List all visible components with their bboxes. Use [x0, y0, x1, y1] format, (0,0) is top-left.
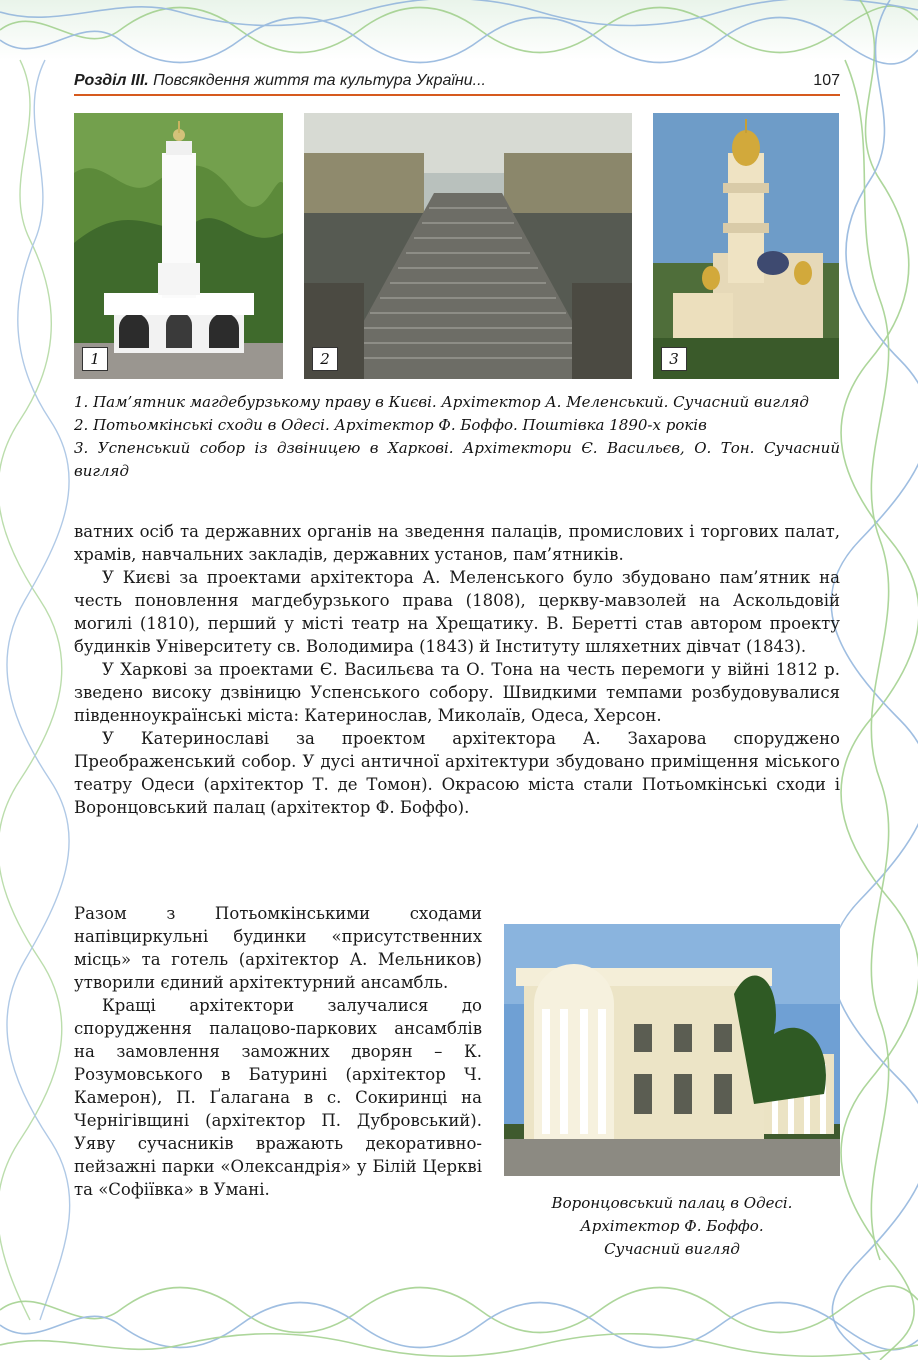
paragraph-kyiv: У Києві за проектами архітектора А. Меленського було збудовано пам’ятник на честь поновлення магдебурзького права (1808), церкву-мавзолей на Аскольдовій могилі (1810), перший у місті театр на Хрещатику. В. Беретті став автором проекту будинків Університету св. Володимира (1843) й Інституту шляхетних дівчат (1843).: [74, 568, 840, 656]
photo-vorontsov-palace: [504, 924, 840, 1176]
running-title: [74, 72, 486, 90]
page-header: [74, 70, 840, 96]
figure-number-badge: 2: [312, 347, 338, 371]
section-label: Розділ ІІІ.: [74, 72, 149, 89]
caption-2: 2. Потьомкінські сходи в Одесі. Архітектор Ф. Боффо. Поштівка 1890-х років: [74, 416, 707, 434]
page-number: 107: [813, 72, 840, 89]
palace-illustration: [504, 924, 840, 1176]
palace-caption-line-3: Сучасний вигляд: [604, 1240, 740, 1258]
figure-number-badge: 1: [82, 347, 108, 371]
left-column-text: [74, 902, 482, 1201]
stairs-illustration: [304, 113, 632, 379]
photo-magdeburg-monument: [74, 113, 283, 379]
photo-potemkin-stairs: [304, 113, 632, 379]
paragraph-ensemble: Разом з Потьомкінськими сходами напівциркульні будинки «присутственних місць» та готель (архітектор А. Мельников) утворили єдиний архітектурний ансамбль.: [74, 904, 482, 992]
monument-illustration: [74, 113, 283, 379]
figure-captions: [74, 391, 840, 483]
paragraph-katerynoslav: У Катеринославі за проектом архітектора А. Захарова споруджено Преображенський собор. У дусі античної архітектури збудовано приміщення міського театру Одеси (архітектор Т. де Томон). Окрасою міста стали Потьомкінські сходи і Воронцовський палац (архітектор Ф. Боффо).: [74, 729, 840, 817]
caption-3: 3. Успенський собор із дзвіницею в Харкові. Архітектори Є. Васильєв, О. Тон. Сучасний вигляд: [74, 439, 840, 480]
paragraph-kharkiv: У Харкові за проектами Є. Васильєва та О. Тона на честь перемоги у війні 1812 р. зведено високу дзвіницю Успенського собору. Швидкими темпами розбудовувалися південноукраїнські міста: Катеринослав, Миколаїв, Одеса, Херсон.: [74, 660, 840, 725]
main-text: [74, 520, 840, 819]
chapter-title: Повсякдення життя та культура України...: [153, 72, 486, 89]
paragraph-palaces: Кращі архітектори залучалися до спорудження палацово-паркових ансамблів на замовлення заможних дворян – К. Розумовського в Батурині (архітектор Ч. Камерон), П. Ґалагана в с. Сокиринці на Чернігівщині (архітектор П. Дубровський). Уяву сучасників вражають декоративно-пейзажні парки «Олександрія» у Білій Церкві та «Софіївка» в Умані.: [74, 996, 482, 1199]
cathedral-illustration: [653, 113, 839, 379]
paragraph-continued: ватних осіб та державних органів на зведення палаців, промислових і торгових палат, храмів, навчальних закладів, державних установ, пам’ятників.: [74, 522, 840, 564]
palace-caption-line-2: Архітектор Ф. Боффо.: [580, 1217, 764, 1235]
figure-number-badge: 3: [661, 347, 687, 371]
palace-caption-line-1: Воронцовський палац в Одесі.: [551, 1194, 793, 1212]
palace-caption: [504, 1192, 840, 1261]
photo-assumption-cathedral: [653, 113, 839, 379]
caption-1: 1. Пам’ятник магдебурзькому праву в Києві. Архітектор А. Меленський. Сучасний вигляд: [74, 393, 809, 411]
header-rule: [74, 94, 840, 96]
